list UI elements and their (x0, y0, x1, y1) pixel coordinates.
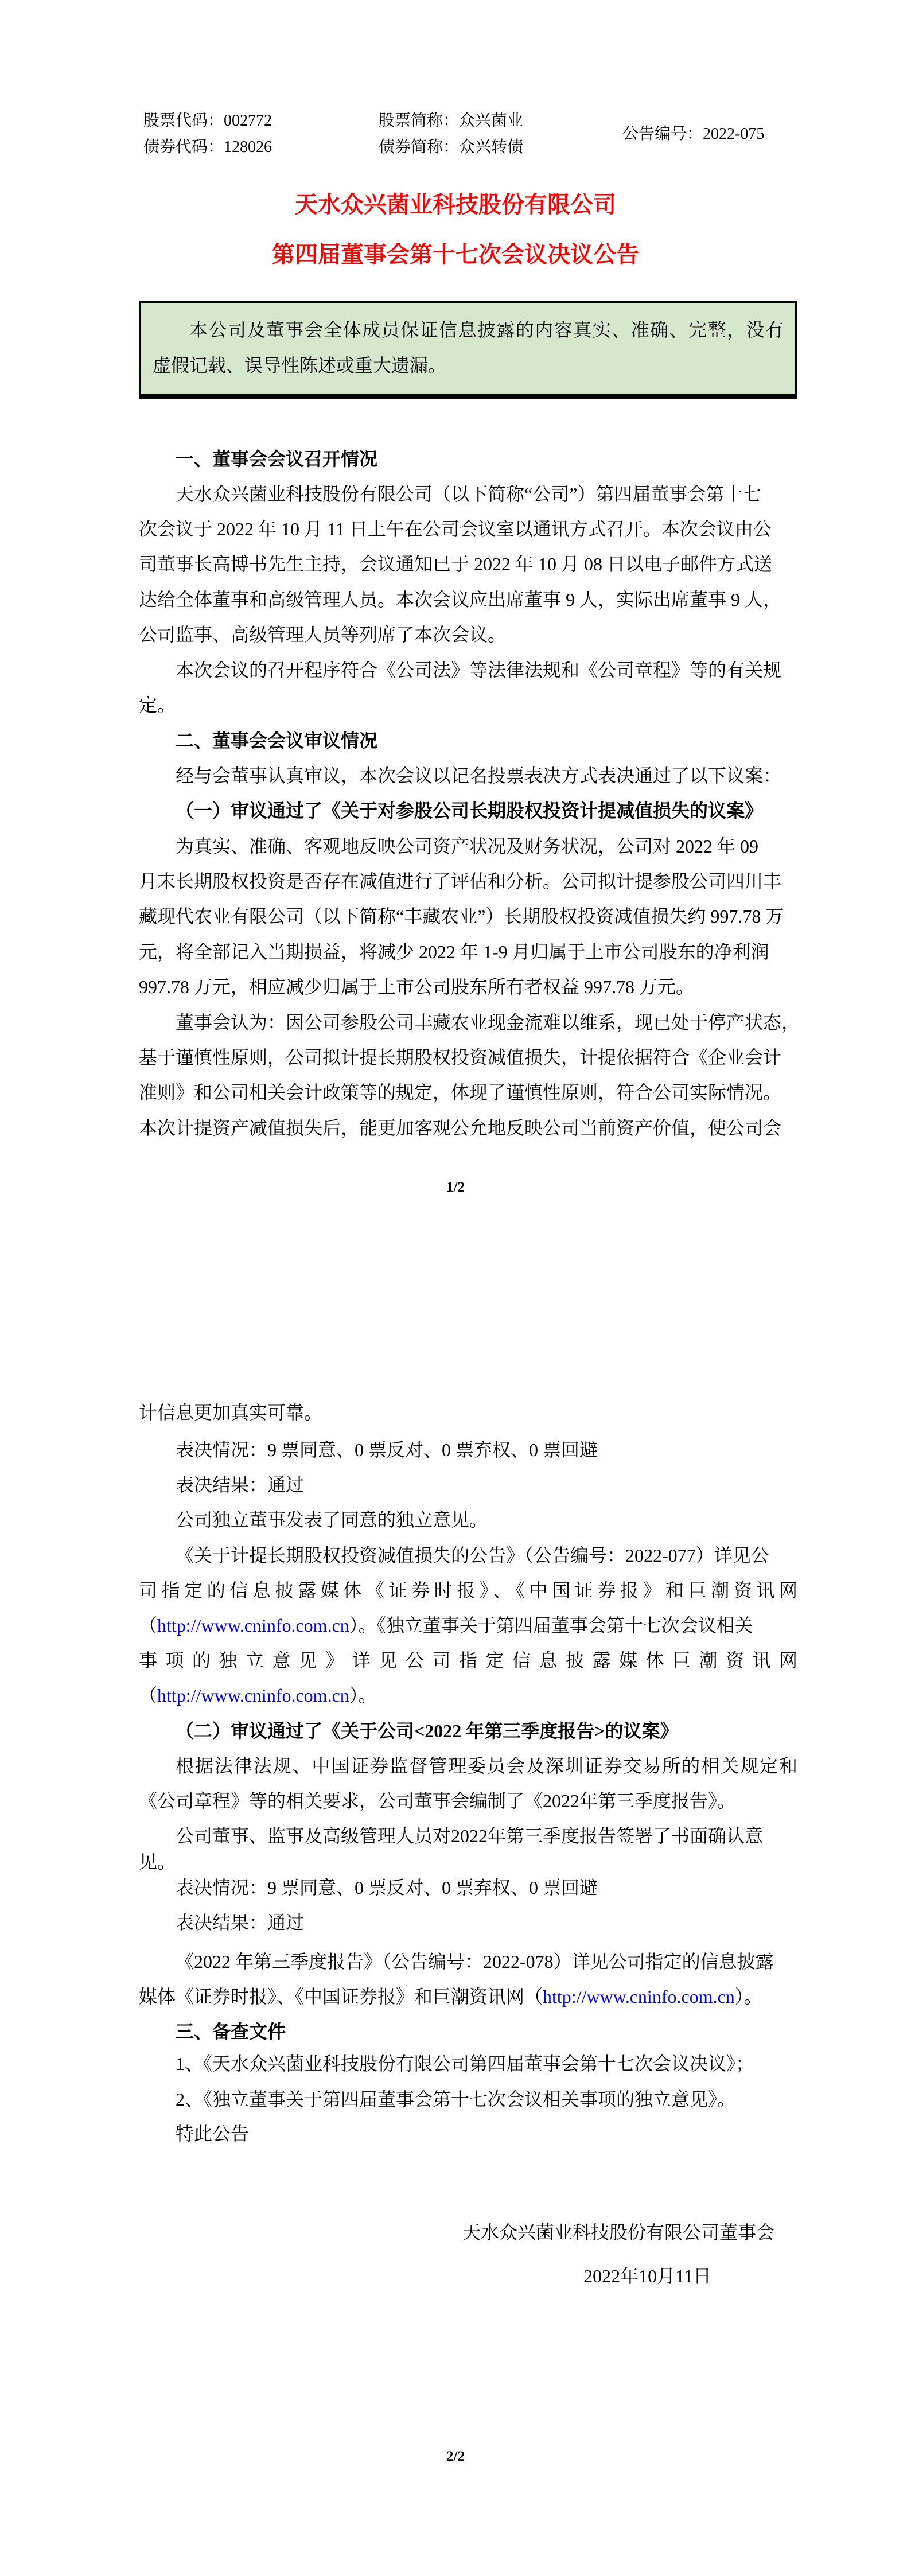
text-line: 次会议于 2022 年 10 月 11 日上午在公司会议室以通讯方式召开。本次会议由公 (139, 519, 772, 539)
text-line: 公司监事、高级管理人员等列席了本次会议。 (139, 624, 507, 645)
bond-name: 债券简称：众兴转债 (379, 138, 524, 156)
text-line: 天水众兴菌业科技股份有限公司董事会 (462, 2222, 774, 2243)
disclaimer-line-2: 虚假记载、误导性陈述或重大遗漏。 (153, 355, 447, 376)
text-line: 事项的独立意见》详见公司指定信息披露媒体巨潮资讯网 (139, 1650, 797, 1671)
text-line: 月末长期股权投资是否存在减值进行了评估和分析。公司拟计提参股公司四川丰 (139, 871, 782, 892)
text-line: 表决情况：9 票同意、0 票反对、0 票弃权、0 票回避 (176, 1439, 598, 1460)
text-line: 为真实、准确、客观地反映公司资产状况及财务状况，公司对 2022 年 09 (176, 836, 759, 857)
text-line: 司董事长高博书先生主持，会议通知已于 2022 年 10 月 08 日以电子邮件方式送 (139, 554, 773, 574)
text-line: 天水众兴菌业科技股份有限公司（以下简称“公司”）第四届董事会第十七 (176, 484, 761, 504)
text-line: 董事会认为：因公司参股公司丰藏农业现金流难以维系，现已处于停产状态， (176, 1012, 800, 1033)
text-line: 公司董事、监事及高级管理人员对2022年第三季度报告签署了书面确认意 (176, 1826, 764, 1846)
text-segment: （ (139, 1615, 158, 1636)
text-line: 2022年10月11日 (583, 2266, 711, 2286)
announcement-number: 公告编号：2022-075 (622, 125, 765, 143)
heading-line: 一、董事会会议召开情况 (176, 449, 378, 469)
text-line: 定。 (139, 695, 176, 715)
text-line: 1、《天水众兴菌业科技股份有限公司第四届董事会第十七次会议决议》； (176, 2053, 754, 2074)
text-line: 本次会议的召开程序符合《公司法》等法律法规和《公司章程》等的有关规 (176, 660, 782, 680)
text-line: 准则》和公司相关会计政策等的规定，体现了谨慎性原则，符合公司实际情况。 (139, 1082, 782, 1103)
text-line: 司指定的信息披露媒体《证券时报》、《中国证券报》和巨潮资讯网 (139, 1580, 797, 1601)
text-line: 表决结果：通过 (176, 1912, 305, 1933)
text-segment: ）。 (349, 1685, 377, 1706)
cninfo-link[interactable]: http://www.cninfo.com.cn (157, 1685, 349, 1706)
heading-line: 三、备查文件 (176, 2021, 286, 2042)
text-line (139, 1608, 797, 1643)
disclaimer-box (139, 301, 797, 399)
text-line: 藏现代农业有限公司（以下简称“丰藏农业”）长期股权投资减值损失约 997.78 万 (139, 906, 784, 927)
text-line: 达给全体董事和高级管理人员。本次会议应出席董事 9 人，实际出席董事 9 人， (139, 589, 782, 610)
text-line (139, 1678, 797, 1713)
doc-title-meeting: 第四届董事会第十七次会议决议公告 (272, 242, 639, 267)
heading-line: （二）审议通过了《关于公司<2022 年第三季度报告>的议案》 (176, 1721, 679, 1741)
text-segment: ）。《独立董事关于第四届董事会第十七次会议相关 (349, 1615, 753, 1636)
text-line: 《公司章程》等的相关要求，公司董事会编制了《2022年第三季度报告》。 (139, 1791, 736, 1811)
text-segment: 媒体《证券时报》、《中国证券报》和巨潮资讯网（ (139, 1986, 543, 2007)
text-line: 经与会董事认真审议，本次会议以记名投票表决方式表决通过了以下议案： (176, 765, 782, 786)
text-line (139, 1979, 797, 2014)
disclaimer-line-1: 本公司及董事会全体成员保证信息披露的内容真实、准确、完整，没有 (189, 320, 784, 340)
text-line: 《2022 年第三季度报告》（公告编号：2022-078）详见公司指定的信息披露 (176, 1951, 774, 1972)
page-number-1: 1/2 (446, 1180, 465, 1195)
text-segment: ）。 (734, 1986, 762, 2007)
stock-code: 股票代码：002772 (143, 112, 272, 130)
text-line: 表决结果：通过 (176, 1474, 305, 1495)
text-line: 《关于计提长期股权投资减值损失的公告》（公告编号：2022-077）详见公 (176, 1545, 769, 1566)
heading-line: （一）审议通过了《关于对参股公司长期股权投资计提减值损失的议案》 (176, 800, 764, 821)
text-line: 计信息更加真实可靠。 (139, 1402, 323, 1423)
page-2 (0, 1288, 911, 2576)
stock-name: 股票简称：众兴菌业 (379, 112, 524, 130)
heading-line: 二、董事会会议审议情况 (176, 730, 378, 751)
text-line: 表决情况：9 票同意、0 票反对、0 票弃权、0 票回避 (176, 1877, 598, 1898)
text-line: 特此公告 (176, 2123, 250, 2144)
text-line: 997.78 万元，相应减少归属于上市公司股东所有者权益 997.78 万元。 (139, 976, 695, 997)
doc-title-company: 天水众兴菌业科技股份有限公司 (295, 192, 616, 217)
bond-code: 债券代码：128026 (143, 138, 272, 156)
text-line: 基于谨慎性原则，公司拟计提长期股权投资减值损失，计提依据符合《企业会计 (139, 1047, 782, 1068)
text-line: 见。 (139, 1851, 176, 1872)
text-line: 公司独立董事发表了同意的独立意见。 (176, 1509, 488, 1530)
text-line: 根据法律法规、中国证券监督管理委员会及深圳证券交易所的相关规定和 (176, 1756, 797, 1776)
text-segment: （ (139, 1685, 158, 1706)
cninfo-link[interactable]: http://www.cninfo.com.cn (157, 1615, 349, 1636)
text-line: 2、《独立董事关于第四届董事会第十七次会议相关事项的独立意见》。 (176, 2089, 736, 2110)
page-number-2: 2/2 (446, 2449, 465, 2464)
cninfo-link[interactable]: http://www.cninfo.com.cn (543, 1986, 735, 2007)
text-line: 元，将全部记入当期损益，将减少 2022 年 1-9 月归属于上市公司股东的净利润 (139, 941, 769, 962)
text-line: 本次计提资产减值损失后，能更加客观公允地反映公司当前资产价值，使公司会 (139, 1118, 782, 1138)
